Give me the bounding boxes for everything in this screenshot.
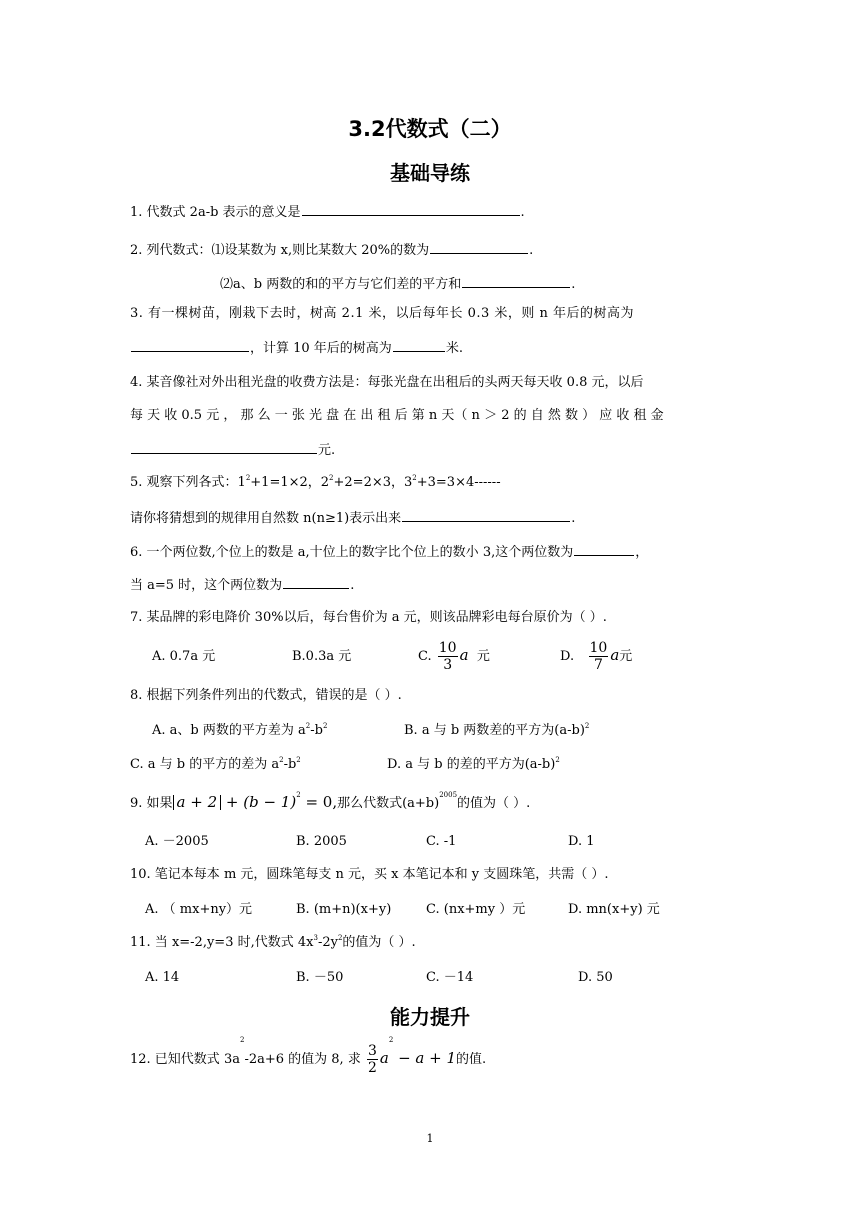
- question-4-line2: 每 天 收 0.5 元 ， 那 么 一 张 光 盘 在 出 租 后 第 n 天（ n ＞ 2 的 自 然 数 ） 应 收 租 金: [130, 408, 664, 423]
- q9-prefix: 9. 如果: [130, 796, 173, 811]
- superscript: 2: [388, 1036, 394, 1044]
- superscript: 2: [584, 722, 590, 730]
- q9-end: 的值为（ ）.: [457, 796, 531, 811]
- q1-text: 1. 代数式 2a-b 表示的意义是: [130, 205, 301, 220]
- numerator: 3: [367, 1043, 377, 1059]
- q2-end2: .: [571, 277, 576, 292]
- question-4-line3: [130, 441, 335, 459]
- q10-option-c: C. (nx+my ）元: [426, 902, 526, 917]
- question-9: [130, 792, 530, 814]
- answer-blank: [462, 275, 570, 288]
- q9-option-b: B. 2005: [296, 834, 347, 849]
- superscript: 2: [337, 934, 343, 942]
- q8-a-text: A. a、b 两数的平方差为 a: [152, 723, 306, 738]
- numerator: 10: [589, 640, 608, 656]
- q9-option-d: D. 1: [568, 834, 595, 849]
- q6-line2: 当 a=5 时，这个两位数为: [130, 578, 283, 593]
- superscript: 2: [279, 756, 284, 764]
- q9-math-eq: = 0,: [300, 793, 338, 811]
- fraction: [438, 640, 458, 673]
- option-label: D.: [560, 649, 575, 664]
- q5-part-c: +3=3×4------: [416, 475, 501, 490]
- answer-blank: [302, 203, 520, 216]
- q7-option-d: [560, 634, 632, 678]
- q12-prefix: 12. 已知代数式 3a: [130, 1052, 240, 1067]
- question-5-line1: [130, 475, 501, 491]
- answer-blank: [393, 339, 445, 352]
- answer-blank: [402, 509, 570, 522]
- q9-math-mid: + (b − 1): [221, 793, 297, 811]
- superscript: 2: [322, 722, 328, 730]
- section-heading-ability: 能力提升: [390, 1005, 470, 1029]
- question-11: [130, 935, 416, 951]
- q6-line1: 6. 一个两位数,个位上的数是 a,十位上的数字比个位上的数小 3,这个两位数为: [130, 545, 574, 560]
- question-2: [130, 241, 533, 259]
- denominator: 7: [593, 657, 603, 673]
- section-heading-basic: 基础导练: [390, 161, 470, 185]
- q4-end: 元.: [318, 443, 336, 458]
- q8-a-text2: -b: [310, 723, 323, 738]
- question-2-part2: [220, 275, 575, 293]
- question-8: 8. 根据下列条件列出的代数式，错误的是（ ）.: [130, 688, 402, 703]
- page-title: 3.2代数式（二）: [348, 117, 512, 141]
- page-number: 1: [426, 1132, 434, 1145]
- question-5-line2: [130, 509, 575, 527]
- q9-option-a: A. －2005: [145, 834, 209, 849]
- q5-prefix: 5. 观察下列各式：1: [130, 475, 246, 490]
- fraction: [367, 1043, 378, 1076]
- q12-expr1: a: [379, 1049, 389, 1067]
- q8-option-a: [152, 723, 327, 739]
- q5-part-a: +1=1×2，2: [250, 475, 330, 490]
- question-10: 10. 笔记本每本 m 元，圆珠笔每支 n 元，买 x 本笔记本和 y 支圆珠笔，共需（ ）.: [130, 867, 609, 882]
- q6-end2: .: [350, 578, 355, 593]
- superscript: 2: [239, 1036, 245, 1044]
- q7-option-c: [418, 634, 490, 678]
- superscript: 2: [412, 474, 417, 482]
- answer-blank: [131, 441, 317, 454]
- q11-option-d: D. 50: [578, 970, 613, 985]
- answer-blank: [430, 241, 528, 254]
- question-6-line2: [130, 576, 354, 594]
- superscript: 2: [329, 474, 334, 482]
- q5-line2: 请你将猜想到的规律用自然数 n(n≥1)表示出来: [130, 511, 402, 526]
- q8-option-d: [387, 757, 560, 773]
- question-4-line1: 4. 某音像社对外出租光盘的收费方法是：每张光盘在出租后的头两天每天收 0.8 元，以后: [130, 375, 644, 390]
- answer-blank: [574, 543, 634, 556]
- q5-part-b: +2=2×3，3: [333, 475, 413, 490]
- q12-end: 的值.: [456, 1052, 487, 1067]
- q2-line2: ⑵a、b 两数的和的平方与它们差的平方和: [220, 277, 462, 292]
- fraction: [589, 640, 609, 673]
- q11-end: 的值为（ ）.: [342, 935, 416, 950]
- unit: 元: [476, 649, 490, 664]
- variable: a: [610, 646, 620, 664]
- unit: 元: [619, 649, 633, 664]
- numerator: 10: [438, 640, 457, 656]
- q8-option-c: [130, 757, 301, 773]
- q6-end1: ，: [635, 545, 649, 560]
- q7-option-b: B.0.3a 元: [292, 649, 352, 664]
- q10-option-a: A. （ mx+ny）元: [145, 902, 253, 917]
- q11-option-c: C. －14: [426, 970, 474, 985]
- q10-option-d: D. mn(x+y) 元: [568, 902, 660, 917]
- q8-c-text2: -b: [283, 757, 297, 772]
- superscript: 2: [245, 474, 251, 482]
- q12-expr2: − a + 1: [393, 1049, 457, 1067]
- q2-end: .: [529, 243, 534, 258]
- q9-suffix: 那么代数式(a+b): [337, 796, 440, 811]
- q10-option-b: B. (m+n)(x+y): [296, 902, 392, 917]
- superscript: 2: [305, 722, 311, 730]
- option-label: C.: [418, 649, 432, 664]
- denominator: 2: [367, 1060, 377, 1076]
- q11-option-a: A. 14: [145, 970, 180, 985]
- answer-blank: [131, 339, 249, 352]
- superscript: 2: [296, 756, 301, 764]
- question-3-line2: [130, 339, 463, 357]
- q11-option-b: B. －50: [296, 970, 344, 985]
- q3-line2: ，计算 10 年后的树高为: [250, 341, 392, 356]
- q12-mid: -2a+6 的值为 8, 求: [244, 1052, 361, 1067]
- denominator: 3: [443, 657, 453, 673]
- question-6-line1: [130, 543, 648, 561]
- question-12: [130, 1037, 486, 1081]
- variable: a: [459, 646, 469, 664]
- q7-option-a: A. 0.7a 元: [152, 649, 216, 664]
- absolute-value-expr: a + 2: [173, 795, 222, 810]
- q5-end: .: [571, 511, 576, 526]
- q8-c-text: C. a 与 b 的平方的差为 a: [130, 757, 280, 772]
- question-7: 7. 某品牌的彩电降价 30%以后，每台售价为 a 元，则该品牌彩电每台原价为（ ）.: [130, 610, 607, 625]
- superscript: 2005: [439, 791, 458, 799]
- q8-d-text: D. a 与 b 的差的平方为(a-b): [387, 757, 556, 772]
- q8-b-text: B. a 与 b 两数差的平方为(a-b): [404, 723, 585, 738]
- q9-option-c: C. -1: [426, 834, 457, 849]
- q11-mid: -2y: [317, 935, 338, 950]
- q11-prefix: 11. 当 x=-2,y=3 时,代数式 4x: [130, 935, 314, 950]
- question-1: [130, 203, 525, 221]
- question-3-line1: 3. 有一棵树苗，刚栽下去时，树高 2.1 米，以后每年长 0.3 米，则 n 年后的树高为: [130, 306, 635, 321]
- answer-blank: [283, 576, 349, 589]
- superscript: 2: [555, 756, 560, 764]
- superscript: 3: [313, 934, 318, 942]
- q3-end: 米.: [445, 341, 463, 356]
- q2-text: 2. 列代数式：⑴设某数为 x,则比某数大 20%的数为: [130, 243, 430, 258]
- superscript: 2: [296, 791, 301, 799]
- q8-option-b: [404, 723, 589, 739]
- q1-end: .: [520, 205, 525, 220]
